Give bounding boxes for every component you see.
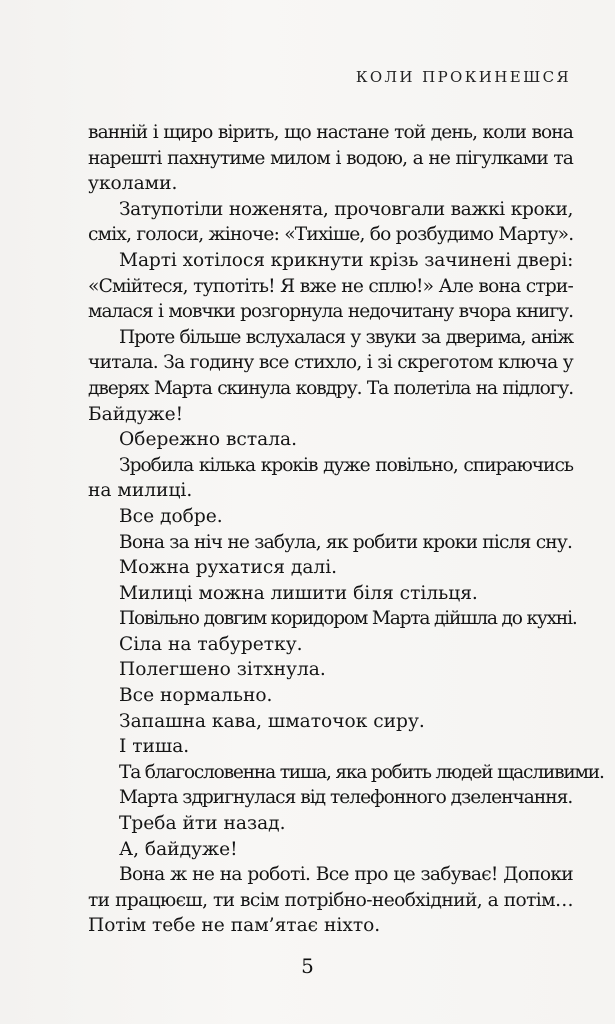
running-head: КОЛИ ПРОКИНЕШСЯ: [355, 68, 571, 86]
text-line: Можна рухатися далі.: [119, 557, 338, 579]
text-line: читала. За годину все стихло, і зі скреготом ключа у: [88, 352, 573, 374]
text-line: Обережно встала.: [119, 429, 298, 451]
text-line: Марті хотілося крикнути крізь зачинені двері:: [119, 249, 574, 271]
text-line: на милиці.: [88, 480, 193, 502]
text-line: Повільно довгим коридором Марта дійшла до кухні.: [119, 608, 577, 630]
text-line: малася і мовчки розгорнула недочитану вчора книгу.: [88, 301, 573, 323]
text-line: Милиці можна лишити біля стільця.: [119, 582, 478, 604]
text-line: Сіла на табуретку.: [119, 633, 303, 655]
text-line: нарешті пахнутиме милом і водою, а не пігулками та: [88, 147, 573, 169]
text-line: І тиша.: [119, 736, 190, 758]
text-line: дверях Марта скинула ковдру. Та полетіла на підлогу.: [88, 377, 573, 399]
text-line: сміх, голоси, жіноче: «Тихіше, бо розбудимо Марту».: [88, 224, 574, 246]
body-text: [88, 120, 604, 939]
text-line: Вона за ніч не забула, як робити кроки після сну.: [119, 531, 573, 553]
text-line: Зробила кілька кроків дуже повільно, спираючись: [119, 454, 573, 476]
page-number: 5: [301, 954, 314, 978]
text-line: А, байдуже!: [119, 838, 238, 860]
text-line: Все добре.: [119, 505, 223, 527]
text-line: Все нормально.: [119, 685, 273, 707]
text-line: Запашна кава, шматочок сиру.: [119, 710, 425, 732]
text-line: Треба йти назад.: [119, 813, 286, 835]
text-line: ванній і щиро вірить, що настане той день, коли вона: [88, 122, 573, 143]
text-line: Полегшено зітхнула.: [119, 659, 326, 681]
text-line: Марта здригнулася від телефонного дзеленчання.: [119, 787, 573, 809]
text-line: Та благословенна тиша, яка робить людей щасливими.: [119, 761, 604, 783]
text-line: Вона ж не на роботі. Все про це забуває! Допоки: [119, 864, 573, 886]
text-line: Затупотіли ноженята, прочовгали важкі кроки,: [119, 198, 573, 220]
text-line: уколами.: [88, 173, 178, 195]
text-line: Потім тебе не пам’ятає ніхто.: [88, 915, 381, 937]
text-line: Проте більше вслухалася у звуки за дверима, аніж: [119, 326, 573, 348]
text-line: ти працюєш, ти всім потрібно-необхідний, а потім…: [88, 889, 573, 911]
text-line: Байдуже!: [88, 403, 184, 425]
text-line: «Смійтеся, тупотіть! Я вже не сплю!» Але вона стри-: [88, 275, 573, 297]
